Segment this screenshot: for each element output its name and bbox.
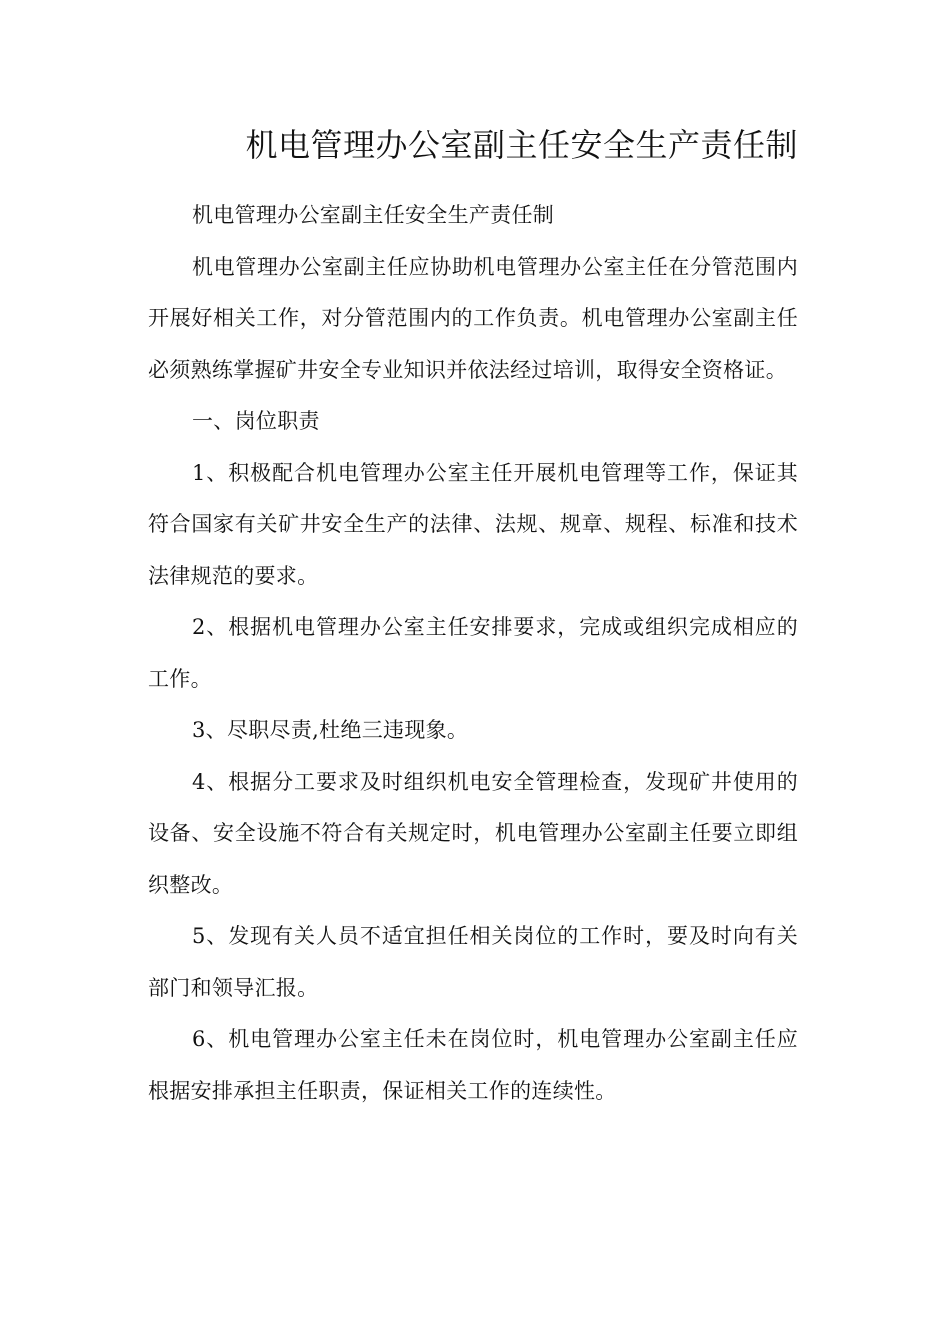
intro-paragraph: 机电管理办公室副主任应协助机电管理办公室主任在分管范围内开展好相关工作，对分管范围内的工作负责。机电管理办公室副主任必须熟练掌握矿井安全专业知识并依法经过培训，取得安全资格证。 (148, 254, 798, 382)
section-heading: 一、岗位职责 (192, 409, 320, 433)
document-body (148, 190, 798, 1117)
document-title: 机电管理办公室副主任安全生产责任制 (245, 126, 798, 164)
duty-item-3: 3、尽职尽责,杜绝三违现象。 (192, 718, 469, 742)
duty-item-2: 2、根据机电管理办公室主任安排要求，完成或组织完成相应的工作。 (148, 615, 798, 691)
subtitle-paragraph: 机电管理办公室副主任安全生产责任制 (192, 203, 555, 227)
duty-item-5: 5、发现有关人员不适宜担任相关岗位的工作时，要及时向有关部门和领导汇报。 (148, 924, 798, 1000)
duty-item-6: 6、机电管理办公室主任未在岗位时，机电管理办公室副主任应根据安排承担主任职责，保证相关工作的连续性。 (148, 1027, 798, 1103)
duty-item-4: 4、根据分工要求及时组织机电安全管理检查，发现矿井使用的设备、安全设施不符合有关规定时，机电管理办公室副主任要立即组织整改。 (148, 769, 798, 897)
duty-item-1: 1、积极配合机电管理办公室主任开展机电管理等工作，保证其符合国家有关矿井安全生产的法律、法规、规章、规程、标准和技术法律规范的要求。 (148, 460, 798, 588)
